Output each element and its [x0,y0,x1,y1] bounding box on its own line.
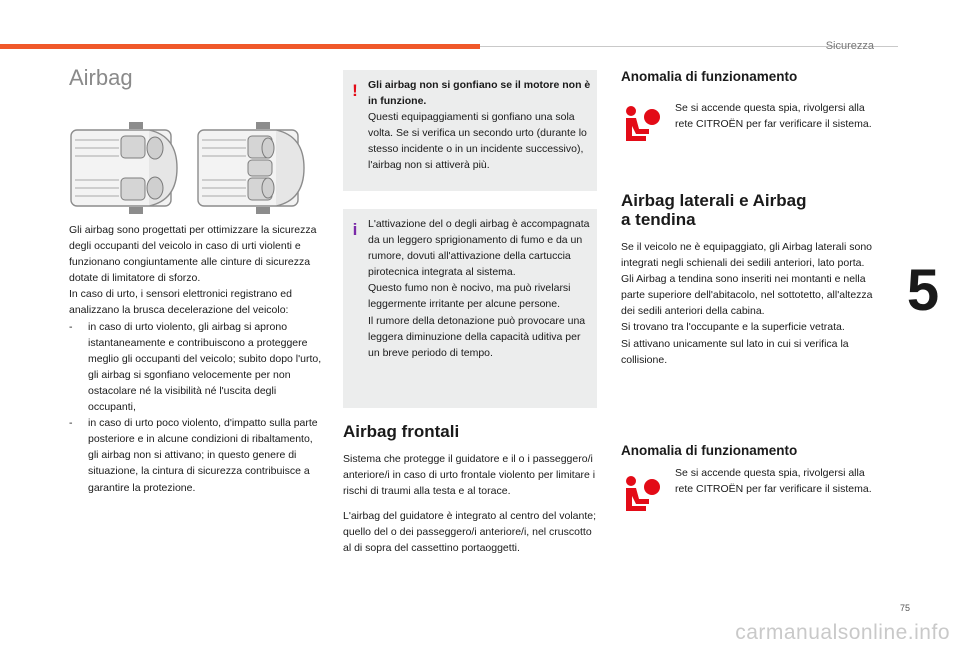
bullet-dash: - [69,417,73,430]
frontal-airbags-text [343,451,598,557]
list-item [69,319,324,416]
lateral-line: Si trovano tra l'occupante e la superficie vetrata. [621,321,845,334]
info-line: L'attivazione del o degli airbag è accompagnata da un leggero sprigionamento di fumo e da un rumore, dovuti all'attivazione della cartuccia pirotecnica integrata al sistema. [368,218,590,279]
bullet-text: in caso di urto violento, gli airbag si aprono istantaneamente e contribuiscono a proteggere meglio gli occupanti del veicolo; subito dopo l'urto, gli airbag si sgonfiano velocemente per non ostacolare né la visibilità né l'uscita degli occupanti, [88,320,322,414]
list-item [69,415,324,495]
lateral-airbags-text [621,239,874,368]
lateral-heading-line: a tendina [621,210,696,229]
airbag-warning-icon [622,474,664,512]
airbag-intro-text [69,222,324,496]
header-accent-bar [0,44,480,49]
frontal-airbags-heading: Airbag frontali [343,422,460,441]
vehicle-top-view-front-airbags-illustration [69,122,179,214]
frontal-paragraph: L'airbag del guidatore è integrato al centro del volante; quello del o dei passeggero/i anteriore/i, nel cruscotto al di sopra del cassettino portaoggetti. [343,510,597,555]
vehicle-top-view-lateral-airbags-illustration [196,122,306,214]
frontal-paragraph: Sistema che protegge il guidatore e il o i passeggero/i anteriore/i in caso di urto frontale violento per limitare i rischi di traumi alla testa e al torace. [343,453,596,498]
malfunction-text: Se si accende questa spia, rivolgersi alla rete CITROËN per far verificare il sistema. [675,467,872,496]
lateral-airbags-heading [621,191,806,229]
chapter-number: 5 [906,258,940,323]
warning-text: Questi equipaggiamenti si gonfiano una sola volta. Se si verifica un secondo urto (durante lo stesso incidente o in un incidente successivo), l'airbag non si attiverà più. [368,111,587,172]
lateral-line: Si attivano unicamente sul lato in cui si verifica la collisione. [621,337,849,366]
lateral-heading-line: Airbag laterali e Airbag [621,191,807,210]
warning-bold-line: Gli airbag non si gonfiano se il motore non è in funzione. [368,79,591,108]
malfunction-heading: Anomalia di funzionamento [621,443,798,458]
malfunction-heading: Anomalia di funzionamento [621,69,798,84]
airbag-crash-paragraph: In caso di urto, i sensori elettronici registrano ed analizzano la brusca decelerazione del veicolo: [69,288,292,317]
lateral-line: Gli Airbag a tendina sono inseriti nei montanti e nella parte superiore dell'abitacolo, nel sottotetto, all'altezza dei sedili anteriori della cabina. [621,273,873,318]
warning-box [343,70,597,191]
section-name: Sicurezza [825,40,874,52]
bullet-text: in caso di urto poco violento, d'impatto sulla parte posteriore e in alcune condizioni di ribaltamento, gli airbag non si attivano; in questo genere di situazione, la cintura di sicurezza contribuisce a garantire la protezione. [88,417,318,494]
watermark: carmanualsonline.info [735,621,950,644]
malfunction-text: Se si accende questa spia, rivolgersi alla rete CITROËN per far verificare il sistema. [675,102,872,131]
airbag-warning-icon [622,104,664,142]
exclamation-icon: ! [352,81,358,100]
info-line: Il rumore della detonazione può provocare una leggera diminuzione della capacità uditiva per un breve periodo di tempo. [368,314,586,359]
page-title: Airbag [69,65,133,90]
page-number: 75 [900,603,911,613]
bullet-dash: - [69,320,73,333]
lateral-line: Se il veicolo ne è equipaggiato, gli Airbag laterali sono integrati negli schienali dei sedili anteriori, lato porta. [621,241,873,270]
info-line: Questo fumo non è nocivo, ma può rivelarsi leggermente irritante per alcune persone. [368,282,571,311]
info-icon: i [352,220,358,239]
info-box [343,209,597,408]
airbag-intro: Gli airbag sono progettati per ottimizzare la sicurezza degli occupanti del veicolo in caso di urti violenti e funzionano congiuntamente alle cinture di sicurezza dotate di limitatore di sforzo. [69,224,317,285]
